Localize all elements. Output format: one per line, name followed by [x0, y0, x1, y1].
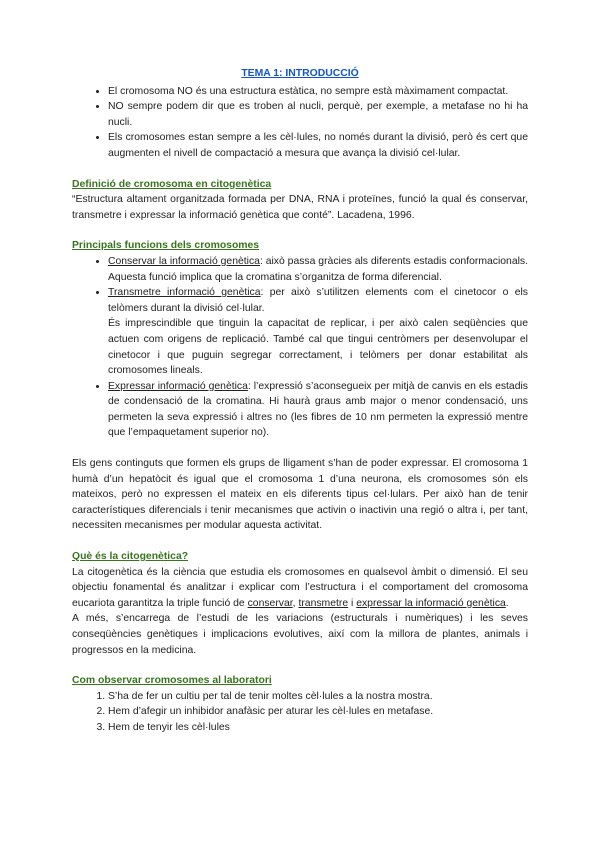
- list-item: 2. Hem d’afegir un inhibidor anafàsic per aturar les cèl·lules en metafase.: [108, 704, 528, 720]
- section-heading-functions: Principals funcions dels cromosomes: [72, 240, 260, 252]
- function-term: Expressar informació genètica: [108, 380, 248, 392]
- lab-steps-list: [72, 689, 528, 736]
- section-heading-citogenetica: Què és la citogenètica?: [72, 551, 189, 563]
- function-term: Conservar la informació genètica: [108, 255, 260, 267]
- section-heading-lab: Com observar cromosomes al laboratori: [72, 675, 272, 687]
- citogenetica-paragraph-2: A més, s’encarrega de l’estudi de les variacions (estructurals i numèriques) i les seves conseqüències genètiques i implicacions evolutives, així com la millora de plantes, animals i progressos en la medicina.: [72, 613, 528, 656]
- list-item: • El cromosoma NO és una estructura estàtica, no sempre està màximament compactat.: [108, 84, 528, 100]
- list-item: 1. S’ha de fer un cultiu per tal de tenir moltes cèl·lules a la nostra mostra.: [108, 689, 528, 705]
- list-item: [108, 285, 528, 379]
- list-item: • Els cromosomes estan sempre a les cèl·lules, no només durant la divisió, però és cert que augmenten el nivell de compactació a mesura que avança la divisió cel·lular.: [108, 130, 528, 161]
- function-extra: És imprescindible que tinguin la capacitat de replicar, i per això calen seqüències que actuen com origens de replicació. També cal que tingui centròmers per desenvolupar el cinetocor i que puguin segregar correctament, i telòmers per donar estabilitat als cromosomes lineals.: [108, 318, 528, 377]
- section-heading-definition: Definició de cromosoma en citogenètica: [72, 178, 272, 190]
- page-title: TEMA 1: INTRODUCCIÓ: [241, 68, 359, 79]
- term-transmetre: transmetre: [298, 597, 349, 609]
- function-text: : per això s’utilitzen elements com el cinetocor o els telòmers durant la divisió cel·lular.: [108, 287, 528, 314]
- list-item: 3. Hem de tenyir les cèl·lules: [108, 720, 528, 736]
- term-conservar: conservar: [247, 597, 293, 609]
- genes-paragraph: Els gens continguts que formen els grups de lligament s’han de poder expressar. El cromosoma 1 humà d’un hepatòcit és igual que el cromosoma 1 d’una neurona, els cromosomes són els mateixos, però no expressen el mateix en els diferents tipus cel·lulars. Per això han de tenir característiques diferencials i tenir mecanismes que activin o inactivin una regió o altra i, per tant, necessiten mecanismes per modular aquesta activitat.: [72, 458, 528, 532]
- term-expressar: expressar la informació genètica: [356, 597, 506, 609]
- document-page: [72, 66, 528, 736]
- list-item: [108, 379, 528, 441]
- list-item: [108, 254, 528, 285]
- citogenetica-paragraph-1: La citogenètica és la ciència que estudia els cromosomes en qualsevol àmbit o dimensió. El seu objectiu fonamental és analitzar i explicar com l’estructura i el comportament del cromosoma eucariota garantitza la triple funció de conservar, transmetre i expressar la informació genètica.: [72, 566, 528, 609]
- definition-text: “Estructura altament organitzada formada per DNA, RNA i proteïnes, funció la qual és conservar, transmetre i expressar la informació genètica que conté”. Lacadena, 1996.: [72, 194, 528, 221]
- list-item: • NO sempre podem dir que es troben al nucli, perquè, per exemple, a metafase no hi ha nucli.: [108, 99, 528, 130]
- intro-bullet-list: [72, 84, 528, 162]
- function-text: : això passa gràcies als diferents estadis conformacionals. Aquesta funció implica que la cromatina s’organitza de forma diferencial.: [108, 255, 528, 283]
- function-term: Transmetre informació genètica: [108, 287, 261, 299]
- function-text: : l’expressió s’aconsegueix per mitjà de canvis en els estadis de condensació de la cromatina. Hi haurà graus amb major o menor condensació, uns permeten la seva expressió i altres no (les fibres de 10 nm permeten la expressió mentre que l’empaquetament superior no).: [108, 380, 528, 439]
- functions-list: [72, 254, 528, 441]
